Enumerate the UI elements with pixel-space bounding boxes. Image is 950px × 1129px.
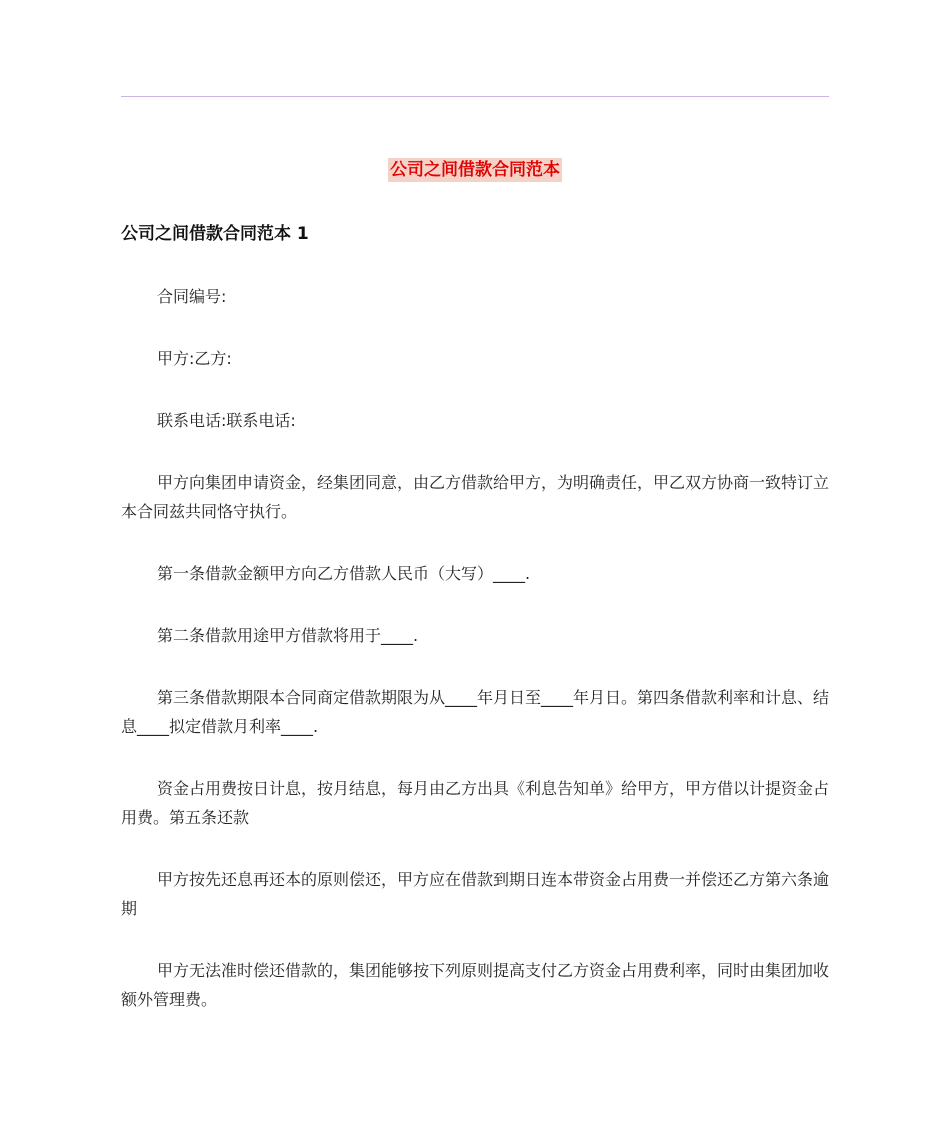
paragraph-article-3-4: 第三条借款期限本合同商定借款期限为从____年月日至____年月日。第四条借款利率和计息、结息____拟定借款月利率____. <box>121 688 830 736</box>
paragraph-article-1: 第一条借款金额甲方向乙方借款人民币（大写）____. <box>157 564 531 583</box>
paragraph-article-2: 第二条借款用途甲方借款将用于____. <box>157 626 419 645</box>
paragraph-repayment: 甲方按先还息再还本的原则偿还，甲方应在借款到期日连本带资金占用费一并偿还乙方第六条逾期 <box>121 870 830 918</box>
paragraph-parties: 甲方:乙方: <box>157 349 232 368</box>
paragraph-preamble: 甲方向集团申请资金，经集团同意，由乙方借款给甲方，为明确责任，甲乙双方协商一致特订立本合同兹共同恪守执行。 <box>121 473 830 521</box>
paragraph-interest: 资金占用费按日计息，按月结息，每月由乙方出具《利息告知单》给甲方，甲方借以计提资金占用费。第五条还款 <box>121 779 830 827</box>
paragraph-overdue: 甲方无法准时偿还借款的，集团能够按下列原则提高支付乙方资金占用费利率，同时由集团加收额外管理费。 <box>121 961 830 1009</box>
paragraph-phone: 联系电话:联系电话: <box>157 411 296 430</box>
document-title <box>0 158 950 182</box>
header-rule <box>121 96 829 97</box>
document-title-text: 公司之间借款合同范本 <box>390 160 560 180</box>
section-heading: 公司之间借款合同范本 1 <box>121 224 309 244</box>
paragraph-contract-number: 合同编号: <box>157 287 227 306</box>
